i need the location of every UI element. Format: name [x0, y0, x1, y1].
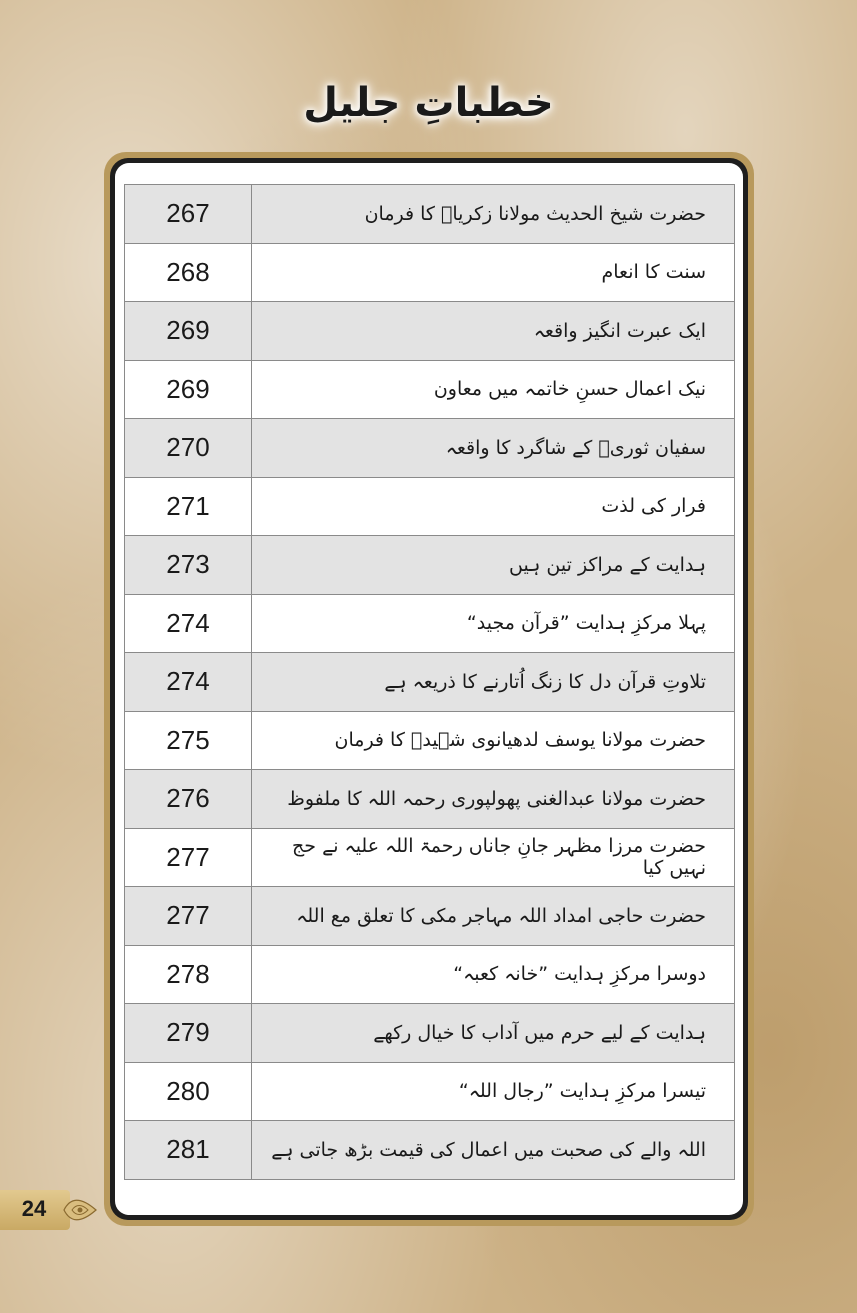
toc-entry-title: ایک عبرت انگیز واقعہ [252, 302, 735, 361]
toc-entry-title: اللہ والے کی صحبت میں اعمال کی قیمت بڑھ جاتی ہے [252, 1121, 735, 1180]
toc-entry-title: نیک اعمال حسنِ خاتمہ میں معاون [252, 360, 735, 419]
toc-entry-title: سنت کا انعام [252, 243, 735, 302]
toc-entry-title: حضرت مولانا عبدالغنی پھولپوری رحمہ اللہ کا ملفوظ [252, 770, 735, 829]
toc-page-number: 281 [125, 1121, 252, 1180]
toc-page-number: 270 [125, 419, 252, 478]
toc-entry-title: حضرت شیخ الحدیث مولانا زکریاؒ کا فرمان [252, 185, 735, 244]
toc-page-number: 268 [125, 243, 252, 302]
toc-entry-title: فرار کی لذت [252, 477, 735, 536]
toc-row [125, 887, 735, 946]
toc-page-number: 278 [125, 945, 252, 1004]
toc-page-number: 279 [125, 1004, 252, 1063]
toc-row [125, 1062, 735, 1121]
toc-page-number: 274 [125, 653, 252, 712]
toc-row [125, 185, 735, 244]
toc-row [125, 1121, 735, 1180]
toc-page-number: 273 [125, 536, 252, 595]
toc-entry-title: تیسرا مرکزِ ہدایت ”رجال اللہ“ [252, 1062, 735, 1121]
toc-row [125, 302, 735, 361]
toc-row [125, 419, 735, 478]
toc-entry-title: پہلا مرکزِ ہدایت ”قرآن مجید“ [252, 594, 735, 653]
toc-entry-title: سفیان ثوریؒ کے شاگرد کا واقعہ [252, 419, 735, 478]
toc-page-number: 277 [125, 828, 252, 887]
toc-page-number: 274 [125, 594, 252, 653]
page-number: 24 [21, 1196, 47, 1221]
ornament-icon [60, 1190, 100, 1230]
toc-page-number: 280 [125, 1062, 252, 1121]
toc-row [125, 828, 735, 887]
toc-page-number: 269 [125, 360, 252, 419]
toc-row [125, 653, 735, 712]
toc-page-number: 276 [125, 770, 252, 829]
toc-row [125, 945, 735, 1004]
book-title: خطباتِ جلیل [303, 80, 554, 126]
toc-entry-title: تلاوتِ قرآن دل کا زنگ اُتارنے کا ذریعہ ہے [252, 653, 735, 712]
toc-entry-title: دوسرا مرکزِ ہدایت ”خانہ کعبہ“ [252, 945, 735, 1004]
toc-entry-title: حضرت مرزا مظہر جانِ جاناں رحمۃ اللہ علیہ نے حج نہیں کیا [252, 828, 735, 887]
toc-entry-title: ہدایت کے مراکز تین ہیں [252, 536, 735, 595]
toc-entry-title: حضرت حاجی امداد اللہ مہاجر مکی کا تعلق مع اللہ [252, 887, 735, 946]
toc-entry-title: حضرت مولانا یوسف لدھیانوی شہیدؒ کا فرمان [252, 711, 735, 770]
toc-row [125, 360, 735, 419]
toc-row [125, 536, 735, 595]
toc-row [125, 711, 735, 770]
toc-row [125, 477, 735, 536]
toc-row [125, 770, 735, 829]
toc-row [125, 1004, 735, 1063]
toc-table [124, 184, 735, 1180]
toc-row [125, 243, 735, 302]
toc-page-number: 267 [125, 185, 252, 244]
toc-entry-title: ہدایت کے لیے حرم میں آداب کا خیال رکھے [252, 1004, 735, 1063]
toc-page-number: 269 [125, 302, 252, 361]
toc-page-number: 277 [125, 887, 252, 946]
toc-page-number: 275 [125, 711, 252, 770]
toc-row [125, 594, 735, 653]
toc-page-number: 271 [125, 477, 252, 536]
